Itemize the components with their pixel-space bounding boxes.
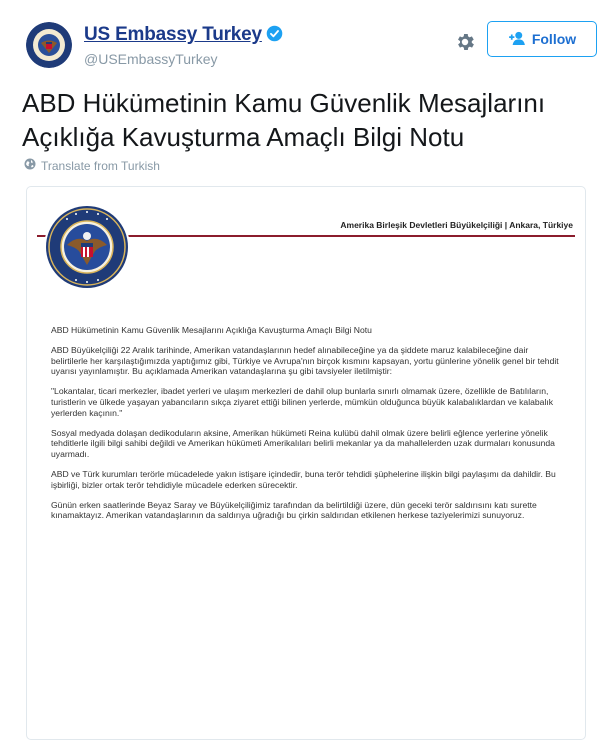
globe-icon: [24, 158, 36, 173]
follow-button[interactable]: [487, 21, 597, 57]
document-paragraph: ABD Büyükelçiliği 22 Aralık tarihinde, Amerikan vatandaşlarının hedef alınabileceğine ya da şiddete maruz kalabileceğine dair belirtilerle her karşılaştığımızda yaptığımız gibi, Türkiye ve Avrupa'nın birçok kısmını kapsayan, yortu günlerine yönelik genel bir tehdit uyarısı yayınlamıştır. Bu açıklamada Amerikan vatandaşlarına şu gibi tavsiyeler iletilmiştir:: [51, 344, 559, 377]
tweet-media-image[interactable]: [26, 186, 586, 740]
tweet-text: ABD Hükümetinin Kamu Güvenlik Mesajlarını Açıklığa Kavuşturma Amaçlı Bilgi Notu: [22, 88, 546, 152]
document-quote: "Lokantalar, ticari merkezler, ibadet yerleri ve ulaşım merkezleri de dahil olup bunlarla sınırlı olmamak üzere, özellikle de Batılıların, turistlerin ve ülkede yaşayan yabancıların sıkça ziyaret ettiği bilinen yerlerde, mümkün olduğunca büyük kalabalıklardan ve kalabalık yerlerden kaçının.": [51, 386, 554, 418]
embassy-seal-icon: [43, 203, 131, 291]
document-body: [51, 325, 561, 530]
document-paragraph: Günün erken saatlerinde Beyaz Saray ve Büyükelçiliğimiz tarafından da belirtildiği üzere, dün geceki terör saldırısını katı surette kınamaktayız. Amerikan vatandaşlarının da saldırıya uğradığı bu çirkin saldırıdan etkilenen herkese taziyelerimizi sunuyoruz.: [51, 499, 537, 521]
translate-label: Translate from Turkish: [41, 158, 160, 173]
account-handle[interactable]: @USEmbassyTurkey: [84, 51, 218, 67]
document-paragraph: ABD ve Türk kurumları terörle mücadelede yakın istişare içindedir, buna terör tehdidi şüphelerine ilişkin bilgi paylaşımı da dahildir. Bu işbirliği, bizler ortak terör tehdidiyle mücadele ederken sürecektir.: [51, 468, 556, 490]
follow-label: Follow: [531, 31, 577, 47]
document-paragraph: Sosyal medyada dolaşan dedikoduların aksine, Amerikan hükümeti Reina kulübü dahil olmak üzere belirli eğlence yerlerine yönelik tehditlerle ilgili bilgi sahibi değildi ve Amerikan hükümeti Amerikalıları belirli mekanlar ya da mahallelerden uzak durmaları konusunda uyarmadı.: [51, 427, 555, 460]
display-name[interactable]: US Embassy Turkey: [84, 24, 262, 45]
add-user-icon: [508, 31, 526, 48]
document-title: ABD Hükümetinin Kamu Güvenlik Mesajlarını Açıklığa Kavuşturma Amaçlı Bilgi Notu: [51, 325, 372, 335]
avatar[interactable]: [26, 22, 72, 68]
account-names: [84, 24, 283, 67]
translate-link[interactable]: [24, 158, 160, 173]
letterhead-text: Amerika Birleşik Devletleri Büyükelçiliği | Ankara, Türkiye: [340, 220, 573, 230]
verified-badge-icon: [266, 25, 283, 47]
gear-icon[interactable]: [454, 31, 476, 53]
tweet-header: [22, 18, 587, 68]
